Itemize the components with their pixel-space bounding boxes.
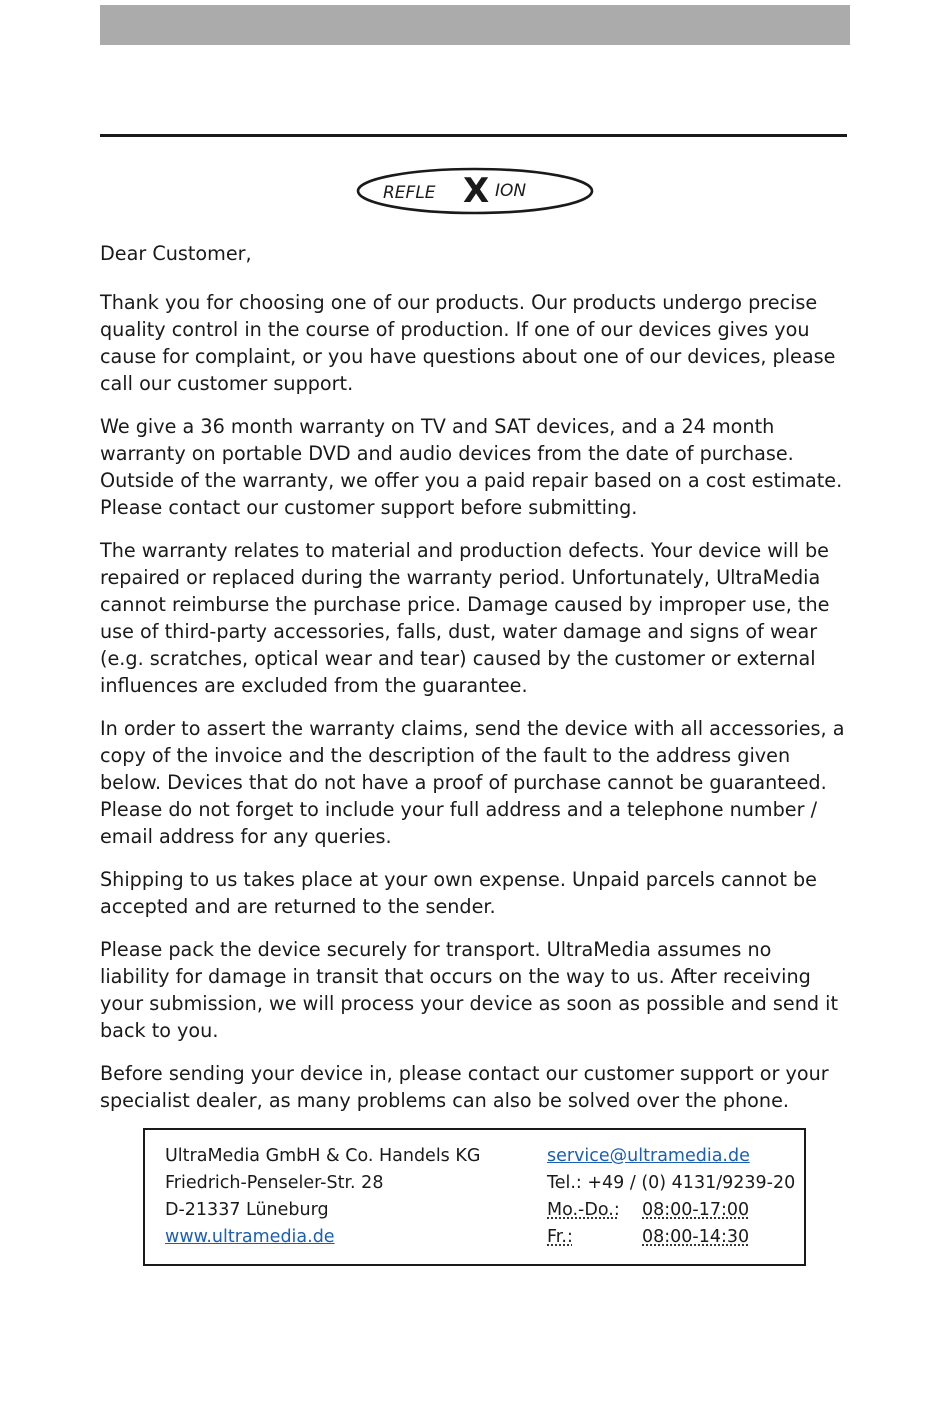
hours-time: 08:00-17:00 <box>642 1200 750 1220</box>
paragraph-shipping: Shipping to us takes place at your own expense. Unpaid parcels cannot be accepted and are returned to the sender. <box>100 868 817 918</box>
svg-text:REFLE: REFLE <box>383 183 436 203</box>
hours-row <box>547 1224 795 1251</box>
city-address: D-21337 Lüneburg <box>165 1200 329 1220</box>
email-link[interactable]: service@ultramedia.de <box>547 1146 750 1166</box>
contact-column <box>547 1143 795 1251</box>
paragraph-warranty-period: We give a 36 month warranty on TV and SAT devices, and a 24 month warranty on portable DVD and audio devices from the date of purchase. Outside of the warranty, we offer you a paid repair based on a cost estimate. Please contact our customer support before submitting. <box>100 415 843 519</box>
header-divider <box>100 134 847 137</box>
paragraph-warranty-scope: The warranty relates to material and production defects. Your device will be repaired or replaced during the warranty period. Unfortunately, UltraMedia cannot reimburse the purchase price. Damage caused by improper use, the use of third-party accessories, falls, dust, water damage and signs of wear (e.g. scratches, optical wear and tear) caused by the customer or external influences are excluded from the guarantee. <box>100 539 830 697</box>
header-bar <box>100 5 850 45</box>
greeting: Dear Customer, <box>100 242 252 265</box>
address-column <box>165 1143 480 1251</box>
svg-text:X: X <box>463 171 490 211</box>
website-link[interactable]: www.ultramedia.de <box>165 1227 335 1247</box>
paragraph-contact-first: Before sending your device in, please contact our customer support or your specialist dealer, as many problems can also be solved over the phone. <box>100 1062 829 1112</box>
paragraph-packing: Please pack the device securely for transport. UltraMedia assumes no liability for damage in transit that occurs on the way to us. After receiving your submission, we will process your device as soon as possible and send it back to you. <box>100 938 838 1042</box>
hours-days: Mo.-Do.: <box>547 1200 620 1220</box>
paragraph-quality: Thank you for choosing one of our products. Our products undergo precise quality control in the course of production. If one of our devices gives you cause for complaint, or you have questions about one of our devices, please call our customer support. <box>100 291 836 395</box>
hours-days: Fr.: <box>547 1227 573 1247</box>
paragraph-claims: In order to assert the warranty claims, send the device with all accessories, a copy of the invoice and the description of the fault to the address given below. Devices that do not have a proof of purchase cannot be guaranteed. Please do not forget to include your full address and a telephone number / email address for any queries. <box>100 717 845 848</box>
company-name: UltraMedia GmbH & Co. Handels KG <box>165 1146 481 1166</box>
reflexion-logo <box>355 166 595 218</box>
street-address: Friedrich-Penseler-Str. 28 <box>165 1173 384 1193</box>
hours-time: 08:00-14:30 <box>642 1227 750 1247</box>
contact-box <box>143 1128 806 1266</box>
phone-number: Tel.: +49 / (0) 4131/9239-20 <box>547 1173 796 1193</box>
letter-body <box>100 240 845 1130</box>
svg-text:ION: ION <box>495 181 527 201</box>
hours-row <box>547 1197 795 1224</box>
